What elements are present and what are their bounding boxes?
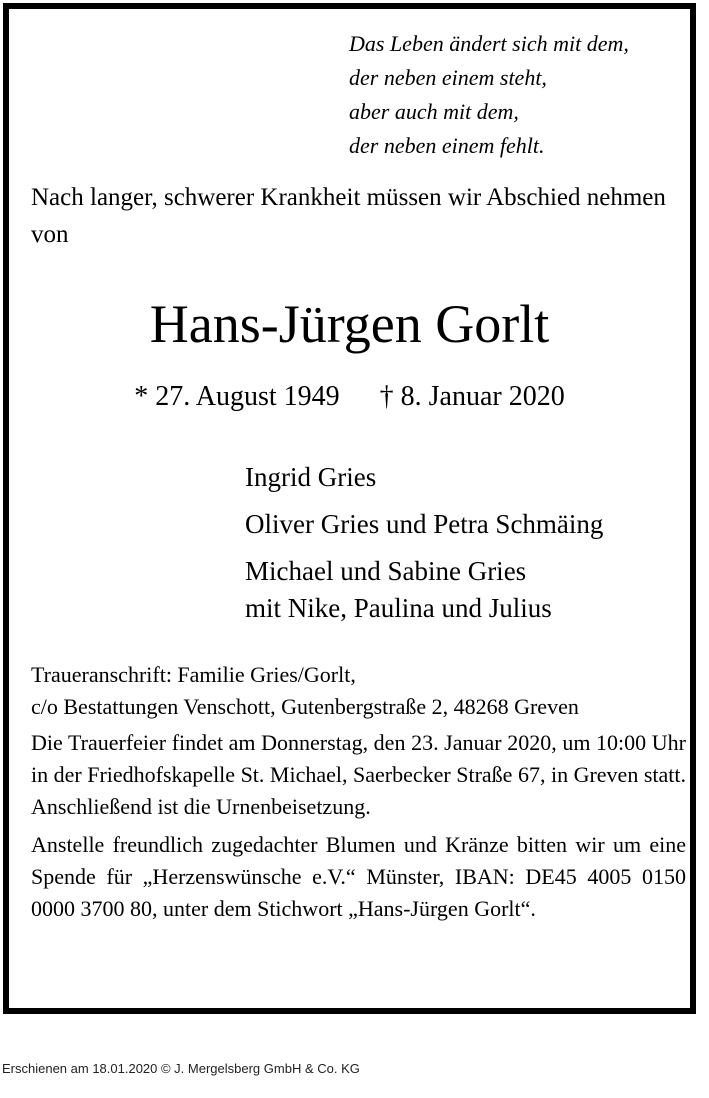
deceased-name: Hans-Jürgen Gorlt — [149, 294, 550, 354]
address-line: Traueranschrift: Familie Gries/Gorlt, — [31, 662, 356, 687]
death-date: † 8. Januar 2020 — [379, 381, 565, 412]
donation-text: Anstelle freundlich zugedachter Blumen und Kränze bitten wir um eine Spende für „Herzenswünsche e.V.“ Münster, IBAN: DE45 4005 0150 0000 3700 80, unter dem Stichwort „Hans-Jürgen Gorlt“. — [31, 832, 686, 921]
mourner-name: Michael und Sabine Gries — [245, 556, 527, 586]
life-dates — [9, 377, 690, 417]
poem — [349, 27, 629, 163]
publication-imprint: Erschienen am 18.01.2020 © J. Mergelsberg GmbH & Co. KG — [2, 1061, 360, 1076]
poem-line: Das Leben ändert sich mit dem, — [349, 31, 629, 56]
mourner-name: mit Nike, Paulina und Julius — [245, 593, 552, 623]
obituary-notice — [3, 3, 696, 1014]
birth-date: * 27. August 1949 — [134, 381, 340, 412]
mourning-address — [31, 659, 686, 723]
poem-line: der neben einem fehlt. — [349, 133, 545, 158]
poem-line: der neben einem steht, — [349, 65, 547, 90]
notice-footer — [31, 659, 686, 925]
ceremony-text: Die Trauerfeier findet am Donnerstag, den 23. Januar 2020, um 10:00 Uhr in der Friedhofskapelle St. Michael, Saerbecker Straße 67, in Greven statt. Anschließend ist die Urnenbeisetzung. — [31, 730, 686, 819]
mourner-name: Oliver Gries und Petra Schmäing — [245, 509, 604, 539]
address-line: c/o Bestattungen Venschott, Gutenbergstraße 2, 48268 Greven — [31, 694, 579, 719]
mourner-name: Ingrid Gries — [245, 462, 377, 492]
intro-text: Nach langer, schwerer Krankheit müssen wir Abschied nehmen von — [31, 184, 666, 248]
mourners-list — [245, 459, 603, 627]
poem-line: aber auch mit dem, — [349, 99, 519, 124]
